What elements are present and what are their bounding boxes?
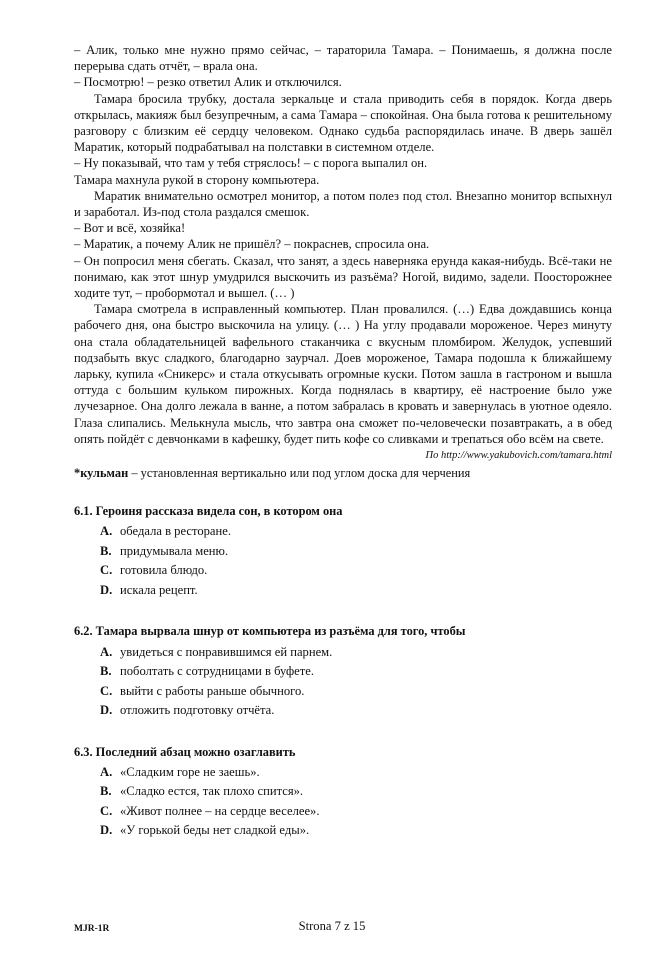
footnote-term: *кульман [74,466,129,481]
answer-option[interactable] [100,683,612,703]
option-letter: B. [100,543,112,558]
option-text: придумывала меню. [120,543,229,558]
option-text: «Сладким горе не заешь». [120,764,260,779]
option-letter: A. [100,764,113,779]
answer-options [74,523,612,601]
option-text: обедала в ресторане. [120,524,231,539]
option-text: искала рецепт. [120,582,198,597]
option-text: «У горькой беды нет сладкой еды». [120,823,310,838]
answer-options [74,764,612,842]
question-1 [74,503,612,601]
option-letter: A. [100,644,113,659]
option-text: «Живот полнее – на сердце веселее». [120,803,320,818]
option-letter: A. [100,524,113,539]
question-title: 6.1. Героиня рассказа видела сон, в котором она [74,504,343,519]
option-letter: B. [100,664,112,679]
answer-option[interactable] [100,702,612,722]
answer-option[interactable] [100,562,612,582]
question-title: 6.2. Тамара вырвала шнур от компьютера из разъёма для того, чтобы [74,624,466,639]
answer-options [74,644,612,722]
option-text: «Сладко естся, так плохо спится». [120,784,304,799]
story-paragraph: Тамара бросила трубку, достала зеркальце и стала приводить себя в порядок. Когда дверь открылась, макияж был безупречным, а сама Тамара – спокойная. Она была готова к решительному разговору с близким её сердцу человеком. Однако судьба распорядилась иначе. В дверь зашёл Маратик, который подрабатывал на полставки в системном отделе. [74,91,612,155]
footer-code: MJR-1R [74,924,110,934]
story-paragraph: – Алик, только мне нужно прямо сейчас, – тараторила Тамара. – Понимаешь, я должна после перерыва сдать отчёт, – врала она. [74,43,612,74]
option-text: поболтать с сотрудницами в буфете. [120,664,314,679]
answer-option[interactable] [100,582,612,602]
story-paragraph: – Ну показывай, что там у тебя стряслось! – с порога выпалил он. [74,156,428,171]
question-title: 6.3. Последний абзац можно озаглавить [74,744,296,759]
story-text [74,42,612,447]
option-letter: D. [100,703,113,718]
option-letter: D. [100,582,113,597]
answer-option[interactable] [100,822,612,842]
footnote-definition: – установленная вертикально или под углом доска для черчения [128,466,471,481]
option-text: готовила блюдо. [120,563,208,578]
story-paragraph: Тамара смотрела в исправленный компьютер. План провалился. (…) Едва дождавшись конца рабочего дня, она быстро выскочила на улицу. (… ) На углу продавали мороженое. Через минуту она стала обладательницей вафельного стаканчика с вкусным пломбиром. Желудок, успевший подзабыть вкус сладкого, благодарно заурчал. Доев мороженое, Тамара подошла к ближайшему ларьку, купила «Сникерс» и стала откусывать огромные куски. Потом зашла в гастроном и вышла оттуда с большим кульком пирожных. Когда поднялась в квартиру, её настроение было уже лучезарное. Она долго лежала в ванне, а потом забралась в кровать и завернулась в уютное одеяло. Глаза слипались. Мелькнула мысль, что завтра она сможет по-человечески позавтракать, а в обед опять пойдёт с девчонками в кафешку, будет пить кофе со сливками и трепаться обо всём на свете. [74,302,612,446]
story-paragraph: – Вот и всё, хозяйка! [74,221,186,236]
option-letter: B. [100,784,112,799]
option-letter: D. [100,823,113,838]
story-paragraph: – Посмотрю! – резко ответил Алик и отключился. [74,75,342,90]
option-text: отложить подготовку отчёта. [120,703,275,718]
answer-option[interactable] [100,783,612,803]
footnote [74,465,612,481]
option-letter: C. [100,683,113,698]
story-paragraph: Маратик внимательно осмотрел монитор, а потом полез под стол. Внезапно монитор вспыхнул и заработал. Из-под стола раздался смешок. [74,188,612,220]
answer-option[interactable] [100,644,612,664]
option-text: выйти с работы раньше обычного. [120,683,305,698]
option-letter: C. [100,563,113,578]
source-citation: По http://www.yakubovich.com/tamara.html [425,450,612,462]
story-paragraph: Тамара махнула рукой в сторону компьютера. [74,172,320,187]
story-paragraph: – Он попросил меня сбегать. Сказал, что занят, а здесь наверняка ерунда какая-нибудь. Всё-таки не понимаю, как этот шнур умудрился выскочить из разъёма? Ногой, видимо, задели. Поосторожнее ходите тут, – пробормотал и вышел. (… ) [74,253,612,301]
answer-option[interactable] [100,523,612,543]
answer-option[interactable] [100,543,612,563]
answer-option[interactable] [100,764,612,784]
question-3 [74,744,612,842]
option-text: увидеться с понравившимся ей парнем. [120,644,333,659]
answer-option[interactable] [100,663,612,683]
option-letter: C. [100,803,113,818]
answer-option[interactable] [100,803,612,823]
story-paragraph: – Маратик, а почему Алик не пришёл? – покраснев, спросила она. [74,237,430,252]
question-2 [74,623,612,721]
footer-page-number: Strona 7 z 15 [298,919,366,933]
questions-section [74,503,612,842]
exam-page [74,42,612,842]
